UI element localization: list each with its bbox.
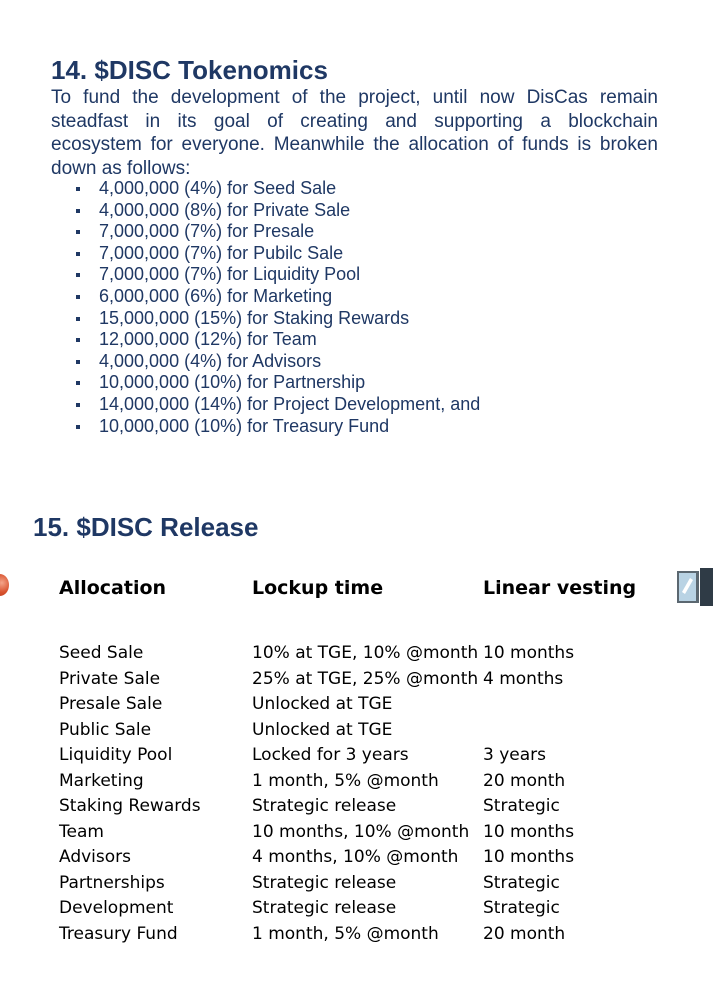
intro-line: steadfast in its goal of creating and supporting a blockchain: [51, 110, 658, 132]
tokenomics-intro: [51, 86, 658, 180]
cell-lockup: Unlocked at TGE: [252, 719, 393, 740]
square-bullet-icon: [76, 317, 80, 321]
cell-allocation: Presale Sale: [59, 694, 163, 714]
cell-vesting: 10 months: [483, 643, 575, 663]
table-row: [0, 845, 713, 871]
cell-lockup: Strategic release: [252, 872, 397, 893]
intro-line: down as follows:: [51, 157, 191, 179]
cell-vesting: 3 years: [483, 745, 547, 765]
cell-allocation: Liquidity Pool: [59, 745, 173, 765]
table-row: [0, 896, 713, 922]
table-row: [0, 794, 713, 820]
column-header-lockup: Lockup time: [252, 577, 384, 599]
cell-vesting: 10 months: [483, 847, 575, 867]
allocation-list-item: [51, 200, 480, 222]
allocation-text: 7,000,000 (7%) for Pubilc Sale: [99, 242, 344, 263]
table-row: [0, 871, 713, 897]
intro-line: ecosystem for everyone. Meanwhile the allocation of funds is broken: [51, 134, 658, 155]
table-row: [0, 667, 713, 693]
table-row: [0, 922, 713, 948]
circle-icon: [0, 574, 9, 596]
cell-allocation: Marketing: [59, 770, 144, 791]
cell-allocation: Staking Rewards: [59, 796, 201, 816]
cell-lockup: 10 months, 10% @month: [252, 821, 470, 842]
allocation-list-item: [51, 243, 480, 265]
release-heading: 15. $DISC Release: [33, 512, 259, 542]
cell-lockup: Locked for 3 years: [252, 745, 409, 765]
table-row: [0, 692, 713, 718]
cell-lockup: 1 month, 5% @month: [252, 923, 439, 944]
cell-lockup: Strategic release: [252, 898, 397, 918]
allocation-text: 7,000,000 (7%) for Liquidity Pool: [99, 264, 361, 285]
cell-allocation: Seed Sale: [59, 643, 144, 663]
allocation-list: [51, 178, 480, 437]
allocation-text: 6,000,000 (6%) for Marketing: [99, 285, 333, 306]
allocation-text: 4,000,000 (4%) for Advisors: [99, 350, 322, 371]
allocation-list-item: [51, 329, 480, 351]
table-row: [0, 820, 713, 846]
allocation-text: 7,000,000 (7%) for Presale: [99, 221, 315, 242]
cell-allocation: Partnerships: [59, 872, 165, 893]
cell-vesting: 10 months: [483, 821, 575, 842]
allocation-text: 15,000,000 (15%) for Staking Rewards: [99, 307, 410, 328]
column-header-allocation: Allocation: [59, 577, 167, 599]
cell-lockup: 10% at TGE, 10% @month: [252, 643, 479, 663]
allocation-list-item: [51, 264, 480, 286]
allocation-list-item: [51, 221, 480, 243]
square-bullet-icon: [76, 209, 80, 213]
square-bullet-icon: [76, 273, 80, 277]
cell-allocation: Treasury Fund: [59, 923, 178, 944]
cell-lockup: 1 month, 5% @month: [252, 770, 439, 791]
intro-line: To fund the development of the project, until now DisCas remain: [51, 87, 658, 108]
square-bullet-icon: [76, 230, 80, 234]
allocation-text: 4,000,000 (4%) for Seed Sale: [99, 178, 337, 198]
allocation-list-item: [51, 308, 480, 330]
square-bullet-icon: [76, 425, 80, 429]
cell-allocation: Public Sale: [59, 719, 152, 740]
release-table: [0, 641, 713, 947]
square-bullet-icon: [76, 338, 80, 342]
allocation-text: 10,000,000 (10%) for Treasury Fund: [99, 415, 390, 436]
allocation-text: 10,000,000 (10%) for Partnership: [99, 372, 366, 393]
column-header-vesting: Linear vesting: [483, 577, 637, 599]
cell-allocation: Advisors: [59, 847, 132, 867]
cell-lockup: Unlocked at TGE: [252, 694, 393, 714]
allocation-text: 12,000,000 (12%) for Team: [99, 329, 317, 350]
allocation-list-item: [51, 416, 480, 438]
table-row: [0, 743, 713, 769]
table-row: [0, 718, 713, 744]
allocation-list-item: [51, 351, 480, 373]
table-row: [0, 641, 713, 667]
allocation-list-item: [51, 372, 480, 394]
allocation-list-item: [51, 394, 480, 416]
cell-allocation: Private Sale: [59, 668, 161, 689]
allocation-list-item: [51, 178, 480, 200]
cell-vesting: Strategic: [483, 796, 560, 816]
cell-vesting: Strategic: [483, 898, 560, 918]
app-icon: [676, 568, 713, 606]
square-bullet-icon: [76, 403, 80, 407]
allocation-text: 4,000,000 (8%) for Private Sale: [99, 199, 351, 220]
cell-vesting: 4 months: [483, 668, 564, 689]
cell-vesting: 20 month: [483, 770, 566, 791]
table-row: [0, 769, 713, 795]
cell-allocation: Development: [59, 898, 174, 918]
tokenomics-heading: 14. $DISC Tokenomics: [51, 55, 328, 85]
square-bullet-icon: [76, 252, 80, 256]
cell-lockup: 25% at TGE, 25% @month: [252, 668, 479, 689]
cell-lockup: 4 months, 10% @month: [252, 847, 459, 867]
square-bullet-icon: [76, 381, 80, 385]
cell-allocation: Team: [59, 821, 104, 842]
cell-vesting: Strategic: [483, 872, 560, 893]
cell-vesting: 20 month: [483, 923, 566, 944]
cell-lockup: Strategic release: [252, 796, 397, 816]
square-bullet-icon: [76, 187, 80, 191]
square-bullet-icon: [76, 295, 80, 299]
allocation-text: 14,000,000 (14%) for Project Development, and: [99, 393, 481, 414]
allocation-list-item: [51, 286, 480, 308]
square-bullet-icon: [76, 360, 80, 364]
